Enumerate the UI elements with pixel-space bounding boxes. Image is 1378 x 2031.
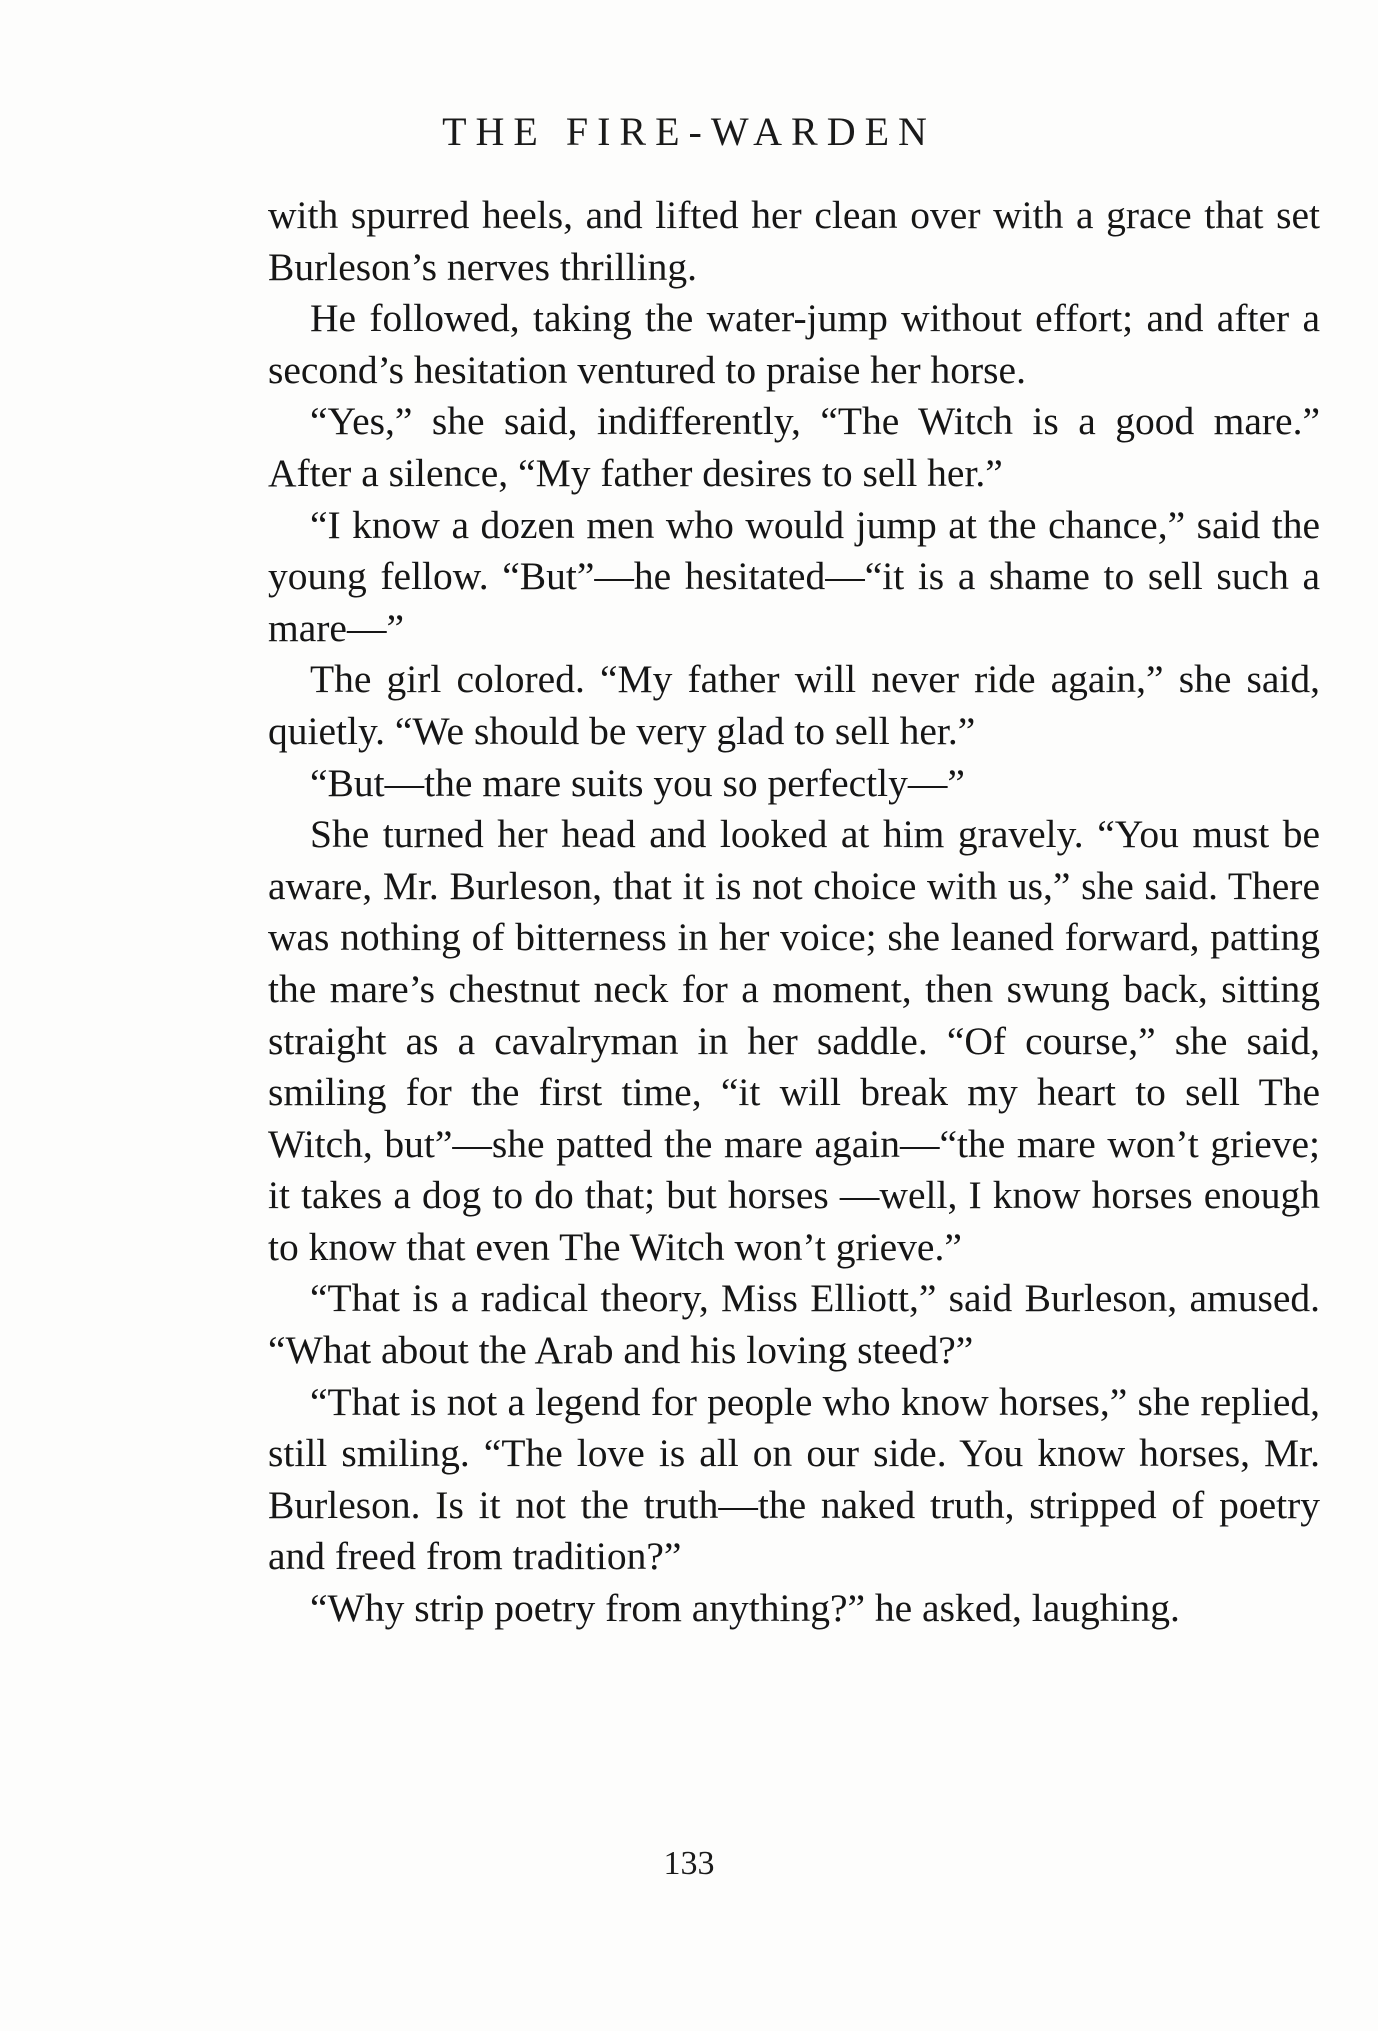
paragraph-6: “But—the mare suits you so perfectly—”: [310, 760, 965, 805]
running-head: THE FIRE-WARDEN: [442, 109, 936, 154]
paragraph-1: with spurred heels, and lifted her clean over with a grace that set Burleson’s nerves thrilling.: [268, 193, 1320, 289]
paragraph-4: “I know a dozen men who would jump at the chance,” said the young fellow. “But”—he hesitated—“it is a shame to sell such a mare—”: [268, 502, 1320, 650]
body-text: [268, 190, 1320, 1635]
paragraph-8: “That is a radical theory, Miss Elliott,” said Burleson, amused. “What about the Arab and his loving steed?”: [268, 1276, 1320, 1373]
paragraph-3: “Yes,” she said, indifferently, “The Witch is a good mare.” After a silence, “My father desires to sell her.”: [268, 399, 1320, 495]
paragraph-2: He followed, taking the water-jump without effort; and after a second’s hesitation ventured to praise her horse.: [268, 296, 1320, 392]
paragraph-7: She turned her head and looked at him gravely. “You must be aware, Mr. Burleson, that it is not choice with us,” she said. There was nothing of bitterness in her voice; she leaned forward, patting the mare’s chestnut neck for a moment, then swung back, sitting straight as a cavalryman in her saddle. “Of course,” she said, smiling for the first time, “it will break my heart to sell The Witch, but”—she patted the mare again—“the mare won’t grieve; it takes a dog to do that; but horses —well, I know horses enough to know that even The Witch won’t grieve.”: [268, 812, 1320, 1269]
paragraph-10: “Why strip poetry from anything?” he asked, laughing.: [310, 1586, 1180, 1631]
paragraph-5: The girl colored. “My father will never ride again,” she said, quietly. “We should be very glad to sell her.”: [268, 657, 1320, 753]
paragraph-9: “That is not a legend for people who know horses,” she replied, still smiling. “The love is all on our side. You know horses, Mr. Burleson. Is it not the truth—the naked truth, stripped of poetry and freed from tradition?”: [268, 1379, 1320, 1579]
page-number: 133: [663, 1845, 715, 1882]
